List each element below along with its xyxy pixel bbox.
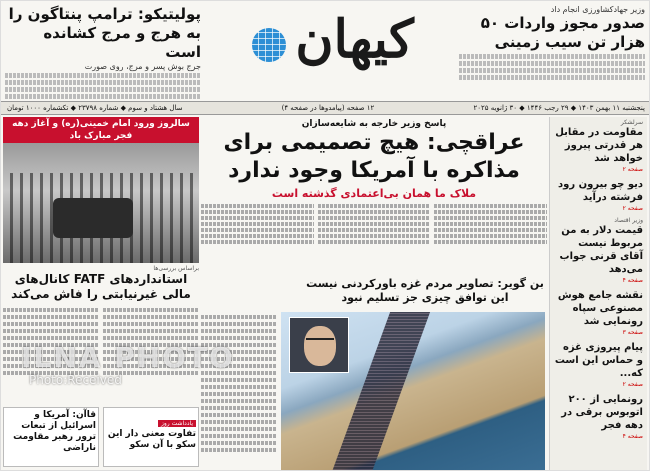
item-headline: دیو چو بیرون رود فرشته درآید — [558, 179, 643, 203]
box-right[interactable] — [3, 407, 99, 467]
left-text-lines — [5, 73, 201, 99]
right-item[interactable] — [554, 341, 643, 388]
item-headline: پیام پیروزی غزه و حماس این است که... — [554, 342, 643, 379]
main-body-text — [201, 202, 547, 262]
right-kicker: وزیر جهادکشاورزی انجام داد — [550, 5, 645, 14]
imam-arrival-photo — [3, 143, 199, 263]
item-kicker: سرلشکر — [620, 119, 643, 126]
dateline-issue: سال هشتاد و سوم ◆ شماره ۲۳۷۹۸ ◆ تکشماره ۱۰۰۰ تومان — [7, 104, 183, 112]
right-item[interactable] — [554, 119, 643, 173]
left-news-column — [3, 117, 199, 471]
dateline-date: پنجشنبه ۱۱ بهمن ۱۴۰۳ ◆ ۲۹ رجب ۱۴۴۶ ◆ ۳۰ ژانویه ۲۰۲۵ — [473, 104, 645, 112]
item-headline: مقاومت در مقابل هر قدرتی پیروز خواهد شد — [555, 127, 643, 164]
item-page: صفحه ۲ — [622, 381, 643, 388]
watermark-brand: ILNA PHOTO — [21, 341, 235, 374]
fatf-headline[interactable]: استانداردهای FATF کانال‌های مالی غیرنیابتی را فاش می‌کند — [11, 272, 191, 301]
car-shape — [53, 198, 133, 238]
right-item[interactable] — [554, 217, 643, 284]
newspaper-logo: کیهان — [295, 9, 414, 70]
center-side-text — [201, 312, 277, 471]
right-item[interactable] — [554, 393, 643, 440]
right-news-column — [549, 117, 647, 471]
item-headline: رونمایی از ۲۰۰ اتوبوس برقی در دهه فجر — [561, 394, 643, 431]
face-shape — [304, 326, 336, 366]
box-headline: تفاوت معنی دار این سکو با آن سکو — [107, 429, 196, 450]
item-kicker: وزیر اقتصاد — [614, 217, 643, 224]
item-headline: قیمت دلار به من مربوط نیست آقای قرنی جواب می‌دهد — [559, 225, 643, 275]
main-story — [201, 117, 547, 471]
right-headline: صدور مجوز واردات ۵۰ هزار تن سیب زمینی — [480, 14, 645, 51]
main-kicker: پاسخ وزیر خارجه به شایعه‌سازان — [301, 119, 447, 129]
main-headline[interactable]: عراقچی: هیچ تصمیمی برای مذاکره با آمریکا وجود ندارد — [223, 130, 525, 183]
masthead — [1, 1, 650, 101]
dateline-pages: ۱۲ صفحه (پیامدوها در صفحه ۴) — [281, 104, 375, 112]
box-tag: یادداشت روز — [158, 420, 196, 427]
glasses-shape — [306, 338, 334, 343]
box-headline: قاآن: آمریکا و اسرائیل از تبعات ترور رهبر مقاومت ناراضی — [13, 410, 96, 453]
right-text-lines — [459, 54, 645, 80]
right-item[interactable] — [554, 289, 643, 336]
item-page: صفحه ۲ — [622, 166, 643, 173]
item-page: صفحه ۴ — [622, 433, 643, 440]
logo-block — [211, 5, 451, 97]
right-item[interactable] — [554, 178, 643, 212]
fatf-kicker: براساس بررسی‌ها — [153, 265, 199, 272]
left-kicker: جرج بوش پسر و مرج، روی صورت — [84, 62, 201, 71]
left-headline: پولیتیکو: ترامپ پنتاگون را به هرج و مرج کشانده است — [8, 5, 201, 61]
item-page: صفحه ۳ — [622, 329, 643, 336]
item-headline: نقشه جامع هوش مصنوعی سپاه رونمایی شد — [557, 290, 643, 327]
item-page: صفحه ۲ — [622, 205, 643, 212]
portrait-photo — [289, 317, 349, 373]
item-page: صفحه ۴ — [622, 277, 643, 284]
second-headline[interactable]: بن گویر: تصاویر مردم غزه باورکردنی نیست این توافق چیزی جز تسلیم نبود — [306, 277, 544, 304]
main-subhead: ملاک ما همان بی‌اعتمادی گذشته است — [271, 187, 477, 200]
watermark-note: Photo:Received — [29, 373, 122, 387]
anniversary-banner: سالروز ورود امام خمینی(ره) و آغاز دهه فجر مبارک باد — [3, 117, 199, 143]
box-left[interactable] — [103, 407, 199, 467]
dateline-bar — [1, 101, 650, 115]
bottom-boxes — [3, 407, 199, 467]
masthead-left-story[interactable] — [5, 5, 201, 97]
masthead-right-story[interactable] — [459, 5, 645, 97]
globe-icon — [252, 28, 286, 62]
